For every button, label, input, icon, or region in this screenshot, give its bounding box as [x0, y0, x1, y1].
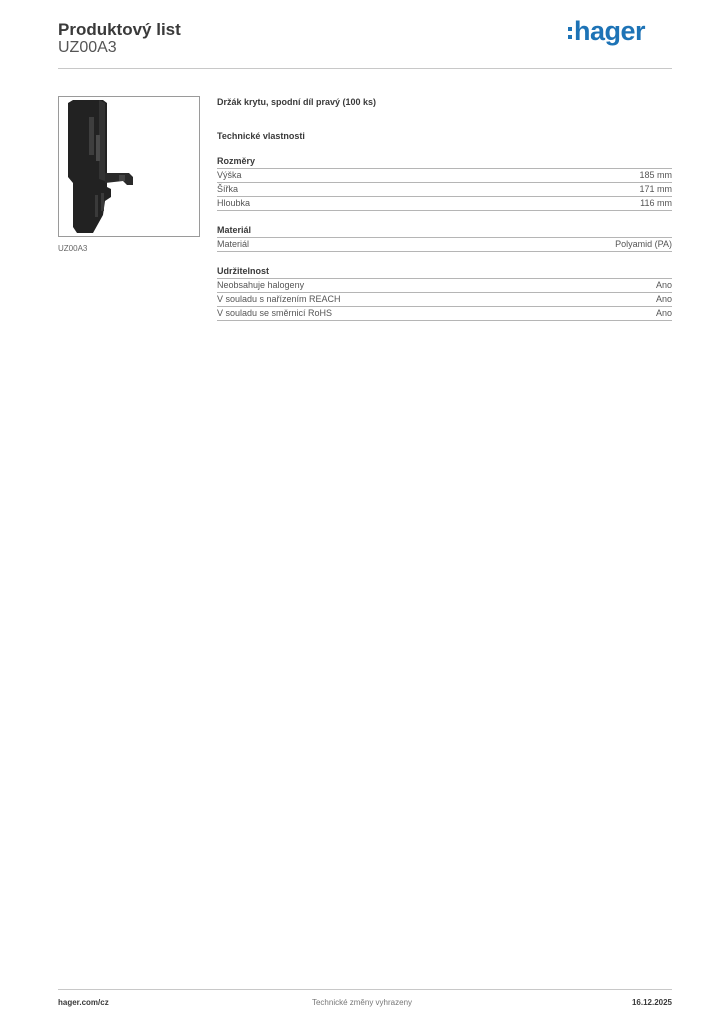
table-row [217, 278, 672, 292]
row-value: 116 mm [640, 198, 672, 208]
row-label: Materiál [217, 239, 250, 249]
row-value: 185 mm [639, 170, 672, 180]
row-label: Hloubka [217, 198, 251, 208]
product-holder-icon [59, 97, 199, 236]
section-material [217, 224, 672, 252]
row-value: Polyamid (PA) [615, 239, 672, 249]
table-row [217, 292, 672, 306]
page-title: Produktový list [58, 20, 181, 39]
product-image [58, 96, 200, 237]
row-label: Výška [217, 170, 242, 180]
row-label: Šířka [217, 184, 239, 194]
section-title: Materiál [217, 225, 252, 235]
row-value: Ano [655, 294, 672, 304]
product-code: UZ00A3 [58, 39, 117, 56]
tech-properties-heading: Technické vlastnosti [217, 131, 305, 141]
image-caption: UZ00A3 [58, 244, 88, 253]
hager-logo [568, 16, 645, 46]
section-sustainability [217, 265, 672, 321]
row-label: Neobsahuje halogeny [217, 280, 305, 290]
row-label: V souladu se směrnicí RoHS [217, 308, 333, 318]
logo-dots-icon [568, 27, 572, 39]
section-title: Rozměry [217, 156, 256, 166]
footer-date: 16.12.2025 [631, 998, 672, 1007]
product-details [217, 96, 672, 321]
product-name: Držák krytu, spodní díl pravý (100 ks) [217, 97, 377, 107]
footer-divider [58, 989, 672, 990]
row-value: Ano [655, 308, 672, 318]
table-row [217, 182, 672, 196]
footer-note: Technické změny vyhrazeny [311, 998, 413, 1007]
footer-website: hager.com/cz [58, 998, 109, 1007]
row-value: Ano [655, 280, 672, 290]
table-row [217, 306, 672, 321]
section-title: Udržitelnost [217, 266, 270, 276]
row-label: V souladu s nařízením REACH [217, 294, 341, 304]
row-value: 171 mm [639, 184, 672, 194]
table-row [217, 168, 672, 182]
section-dimensions [217, 155, 672, 211]
header-divider [58, 68, 672, 69]
table-row [217, 196, 672, 211]
logo-text: hager [574, 16, 646, 46]
table-row [217, 237, 672, 252]
